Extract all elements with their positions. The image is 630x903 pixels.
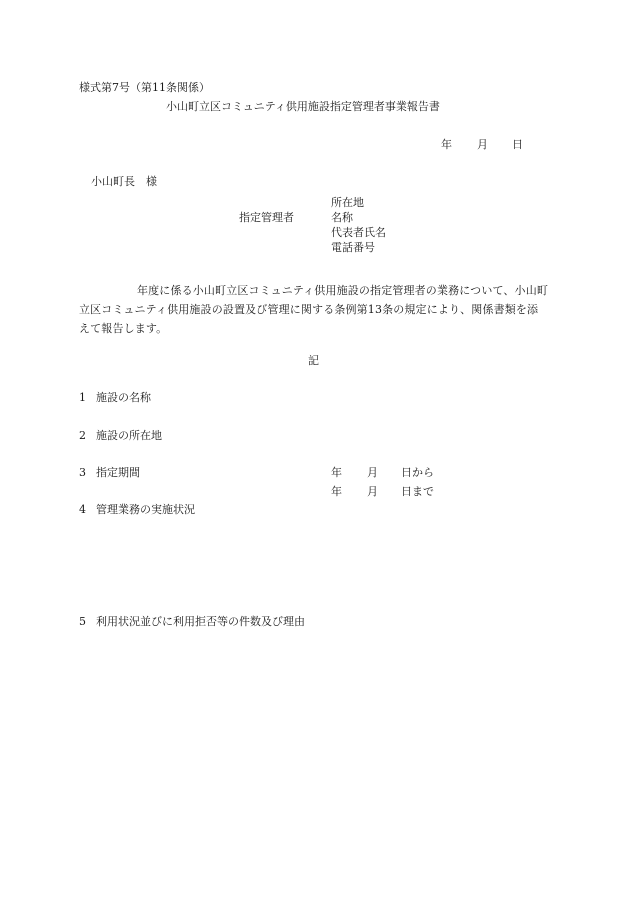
item-number: 5 [79, 615, 86, 628]
applicant-role-label: 指定管理者 [239, 211, 294, 224]
form-number: 様式第7号（第11条関係） [79, 81, 210, 94]
document-title: 小山町立区コミュニティ供用施設指定管理者事業報告書 [166, 100, 440, 113]
date-month: 月 [477, 138, 488, 151]
item-label: 管理業務の実施状況 [96, 503, 195, 516]
item-label: 指定期間 [96, 466, 140, 479]
item-label: 利用状況並びに利用拒否等の件数及び理由 [96, 615, 305, 628]
period-start-day: 日から [401, 466, 434, 479]
period-end-month: 月 [367, 485, 378, 498]
ki-heading: 記 [308, 354, 319, 367]
period-end-day: 日まで [401, 485, 434, 498]
item-number: 2 [79, 429, 86, 442]
addressee: 小山町長 様 [91, 175, 157, 188]
body-paragraph: 年度に係る小山町立区コミュニティ供用施設の指定管理者の業務について、小山町立区コミュニティ供用施設の設置及び管理に関する条例第13条の規定により、関係書類を添えて報告します。 [79, 284, 549, 335]
period-end-year: 年 [331, 485, 342, 498]
item-number: 1 [79, 391, 86, 404]
item-number: 4 [79, 503, 86, 516]
date-day: 日 [512, 138, 523, 151]
applicant-field-representative: 代表者氏名 [331, 226, 386, 239]
item-label: 施設の名称 [96, 391, 151, 404]
item-label: 施設の所在地 [96, 429, 162, 442]
date-year: 年 [441, 138, 452, 151]
item-number: 3 [79, 466, 86, 479]
applicant-field-phone: 電話番号 [331, 241, 375, 254]
period-start-year: 年 [331, 466, 342, 479]
applicant-field-address: 所在地 [331, 196, 364, 209]
period-start-month: 月 [367, 466, 378, 479]
applicant-field-name: 名称 [331, 211, 353, 224]
